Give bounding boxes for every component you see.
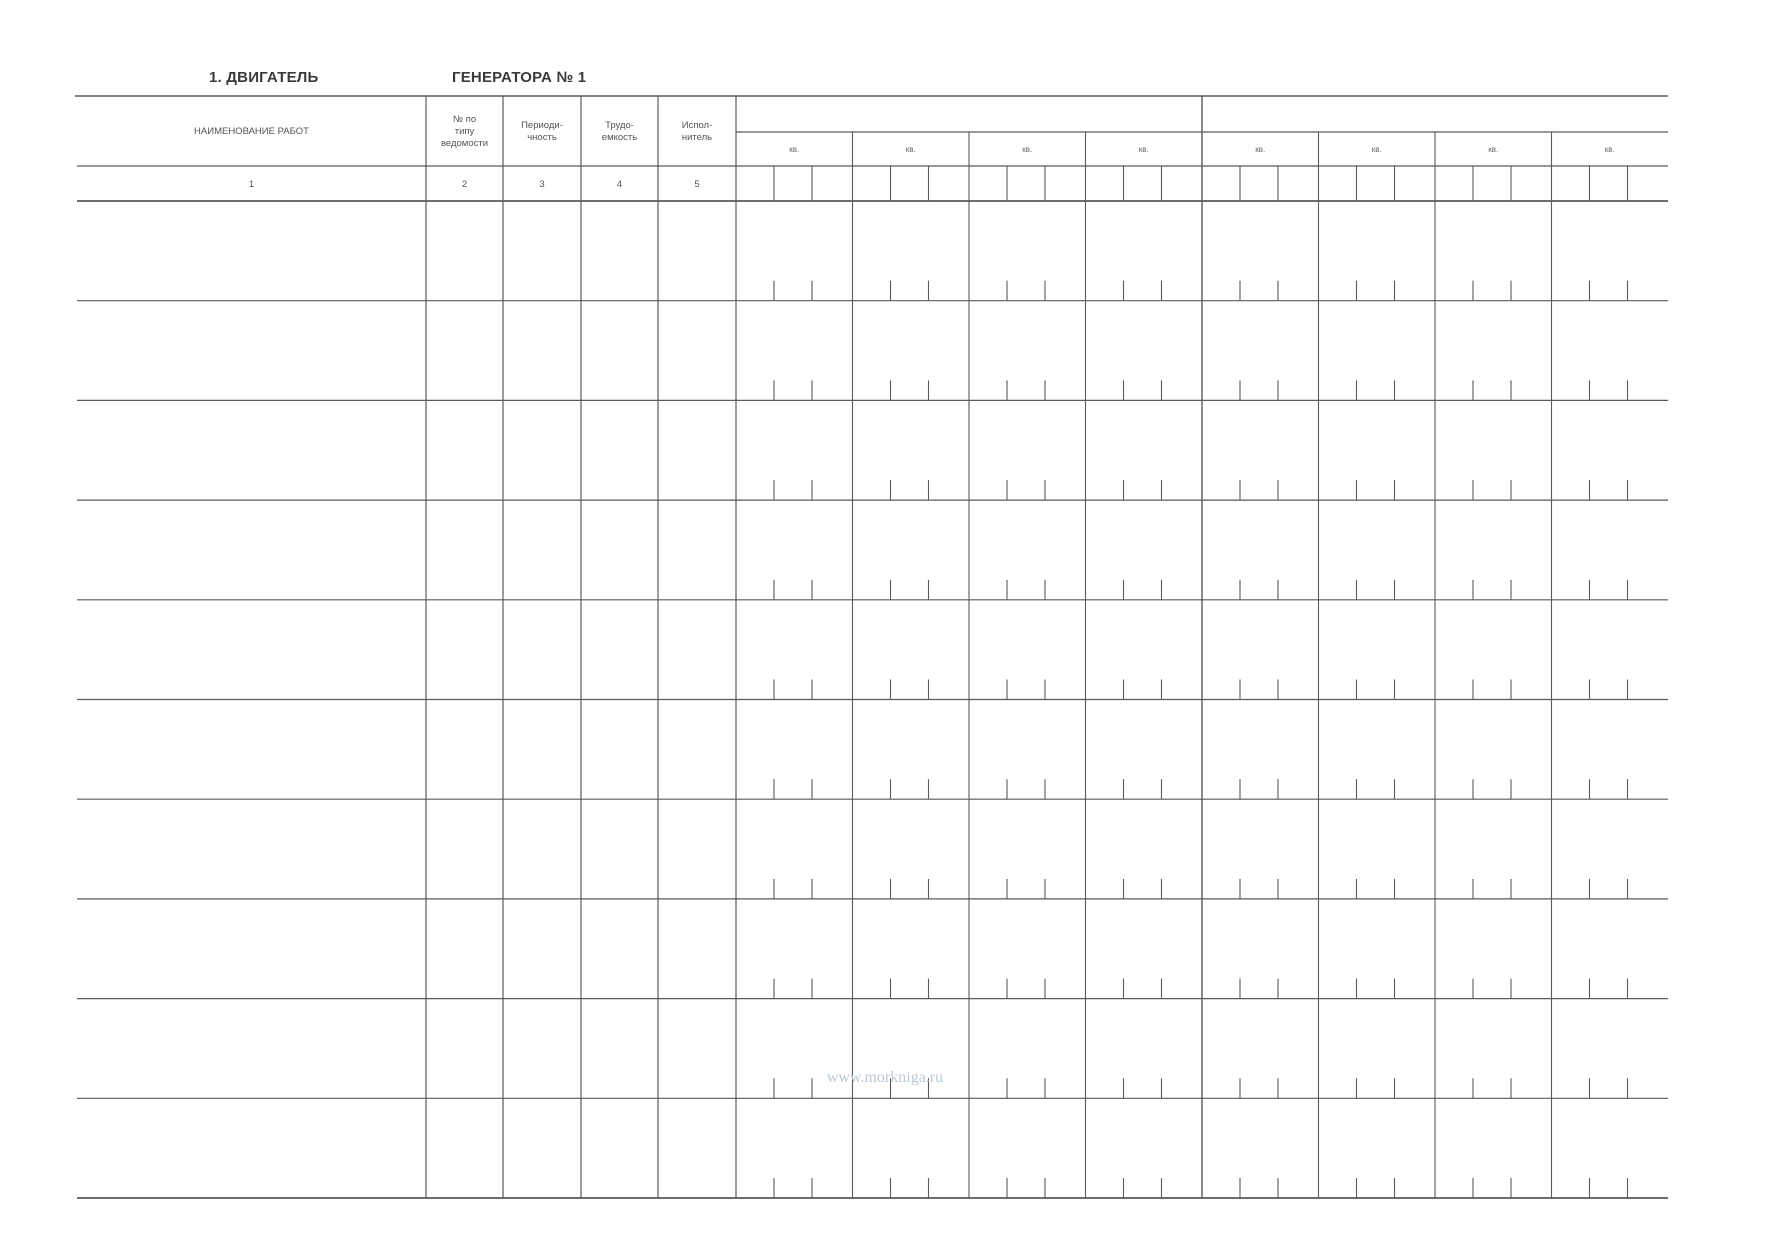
column-number: 2 xyxy=(461,179,468,190)
column-number: 5 xyxy=(694,179,700,190)
quarter-label: кв. xyxy=(1488,145,1499,154)
column-number: 1 xyxy=(248,179,255,190)
quarter-label: кв. xyxy=(1138,145,1149,154)
column-header-label: Испол- xyxy=(681,120,713,131)
quarter-label: кв. xyxy=(1022,145,1033,154)
column-header-label: ведомости xyxy=(440,138,489,149)
watermark: www.morkniga.ru xyxy=(826,1069,944,1086)
quarter-label: кв. xyxy=(1604,145,1615,154)
column-header-label: Трудо- xyxy=(605,120,634,131)
column-number: 3 xyxy=(539,179,545,190)
column-header-label: № по xyxy=(452,114,477,125)
column-header-label: типу xyxy=(454,126,475,137)
quarter-label: кв. xyxy=(1371,145,1382,154)
form-title-engine: 1. ДВИГАТЕЛЬ xyxy=(209,69,319,86)
column-header-label: емкость xyxy=(601,132,638,143)
column-header-label: нитель xyxy=(681,132,713,143)
column-header-label: НАИМЕНОВАНИЕ РАБОТ xyxy=(194,126,309,137)
quarter-label: кв. xyxy=(789,145,800,154)
quarter-label: кв. xyxy=(1255,145,1266,154)
column-header-label: Периоди- xyxy=(521,120,563,131)
column-number: 4 xyxy=(616,179,623,190)
form-title-generator: ГЕНЕРАТОРА № 1 xyxy=(452,69,587,86)
column-header-label: чность xyxy=(527,132,557,143)
quarter-label: кв. xyxy=(905,145,916,154)
